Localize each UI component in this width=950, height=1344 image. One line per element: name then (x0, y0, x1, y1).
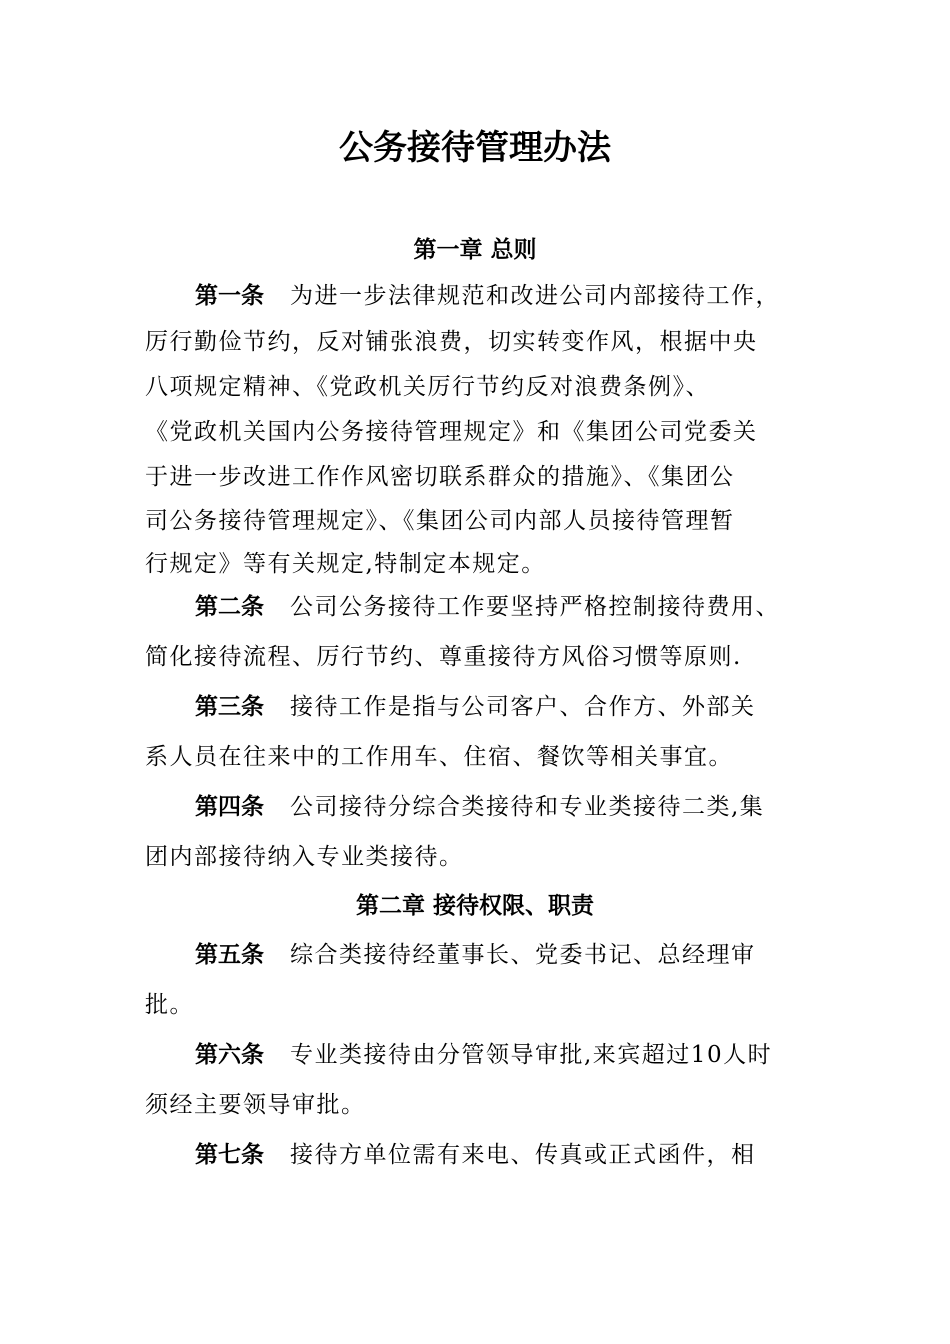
article-2-line-2: 简化接待流程、厉行节约、尊重接待方风俗习惯等原则. (145, 644, 742, 670)
article-label: 第五条 (195, 942, 264, 968)
article-6-line-2: 须经主要领导审批。 (145, 1092, 366, 1118)
article-4-line-1: 第四条 公司接待分综合类接待和专业类接待二类,集 (195, 794, 765, 820)
article-3-line-1: 第三条 接待工作是指与公司客户、合作方、外部关 (195, 694, 756, 720)
article-7-line-1: 第七条 接待方单位需有来电、传真或正式函件，相 (195, 1142, 756, 1168)
article-6-line-1: 第六条 专业类接待由分管领导审批,来宾超过10人时 (195, 1042, 773, 1068)
article-1-line-4: 《党政机关国内公务接待管理规定》和《集团公司党委关 (145, 419, 758, 445)
article-1-line-7: 行规定》等有关规定,特制定本规定。 (145, 551, 546, 577)
article-1-line-5: 于进一步改进工作作风密切联系群众的措施》、《集团公 (145, 464, 735, 490)
article-1-line-2: 厉行勤俭节约，反对铺张浪费，切实转变作风，根据中央 (145, 329, 758, 355)
article-5-line-1: 第五条 综合类接待经董事长、党委书记、总经理审 (195, 942, 756, 968)
article-1-line-6: 司公务接待管理规定》、《集团公司内部人员接待管理暂 (145, 508, 735, 534)
document-title: 公务接待管理办法 (339, 128, 611, 168)
article-label: 第四条 (195, 794, 264, 820)
article-label: 第六条 (195, 1042, 264, 1068)
article-label: 第三条 (195, 694, 264, 720)
chapter-heading-1: 第一章 总则 (413, 237, 537, 263)
article-2-line-1: 第二条 公司公务接待工作要坚持严格控制接待费用、 (195, 594, 780, 620)
article-label: 第二条 (195, 594, 264, 620)
article-1-line-3: 八项规定精神、《党政机关厉行节约反对浪费条例》、 (145, 374, 710, 400)
article-label: 第七条 (195, 1142, 264, 1168)
article-1-line-1: 第一条 为进一步法律规范和改进公司内部接待工作， (195, 283, 780, 309)
article-5-line-2: 批。 (145, 992, 194, 1018)
article-3-line-2: 系人员在往来中的工作用车、住宿、餐饮等相关事宜。 (145, 744, 733, 770)
article-4-line-2: 团内部接待纳入专业类接待。 (145, 844, 464, 870)
article-label: 第一条 (195, 283, 264, 309)
chapter-heading-2: 第二章 接待权限、职责 (355, 893, 594, 919)
